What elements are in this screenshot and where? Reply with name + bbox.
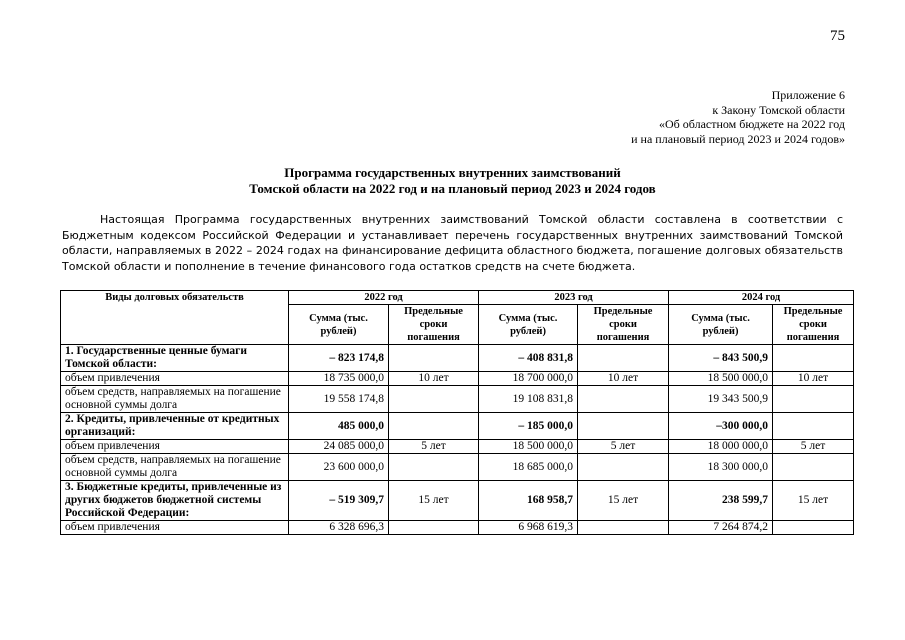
term-2024: 10 лет [773, 372, 854, 386]
row-label: объем средств, направляемых на погашение основной суммы долга [61, 454, 289, 481]
term-2023: 10 лет [578, 372, 669, 386]
value-2024: –300 000,0 [669, 413, 773, 440]
table-header-row [61, 291, 854, 305]
term-2023 [578, 521, 669, 535]
term-2022: 10 лет [389, 372, 479, 386]
row-label: объем привлечения [61, 372, 289, 386]
term-2023: 5 лет [578, 440, 669, 454]
row-label: 1. Государственные ценные бумаги Томской области: [61, 345, 289, 372]
term-2024 [773, 413, 854, 440]
term-2024: 5 лет [773, 440, 854, 454]
appendix-note [631, 88, 845, 146]
row-label: объем привлечения [61, 440, 289, 454]
term-2024 [773, 345, 854, 372]
value-2024: 18 500 000,0 [669, 372, 773, 386]
table-row [61, 521, 854, 535]
term-2022 [389, 521, 479, 535]
row-label: объем привлечения [61, 521, 289, 535]
table-row [61, 454, 854, 481]
table-row [61, 372, 854, 386]
term-2024: 15 лет [773, 481, 854, 521]
term-2023 [578, 345, 669, 372]
header-term: Предельные сроки погашения [389, 305, 479, 345]
term-2022 [389, 386, 479, 413]
value-2023: 6 968 619,3 [479, 521, 578, 535]
term-2022 [389, 345, 479, 372]
value-2023: 18 685 000,0 [479, 454, 578, 481]
value-2022: 485 000,0 [289, 413, 389, 440]
term-2022 [389, 454, 479, 481]
value-2022: – 519 309,7 [289, 481, 389, 521]
term-2023 [578, 454, 669, 481]
value-2023: 18 700 000,0 [479, 372, 578, 386]
table-row-category [61, 481, 854, 521]
value-2023: 168 958,7 [479, 481, 578, 521]
value-2022: 24 085 000,0 [289, 440, 389, 454]
header-year-2024: 2024 год [669, 291, 854, 305]
value-2022: 19 558 174,8 [289, 386, 389, 413]
table-body [61, 345, 854, 535]
term-2024 [773, 386, 854, 413]
term-2023 [578, 386, 669, 413]
value-2023: 18 500 000,0 [479, 440, 578, 454]
header-term: Предельные сроки погашения [578, 305, 669, 345]
value-2022: 18 735 000,0 [289, 372, 389, 386]
term-2023: 15 лет [578, 481, 669, 521]
table-row-category [61, 345, 854, 372]
value-2024: 19 343 500,9 [669, 386, 773, 413]
page-number: 75 [830, 28, 845, 44]
value-2022: 23 600 000,0 [289, 454, 389, 481]
value-2024: 18 000 000,0 [669, 440, 773, 454]
title-line: Программа государственных внутренних заимствований [284, 165, 621, 180]
appendix-line: к Закону Томской области [712, 102, 845, 117]
appendix-line: Приложение 6 [771, 88, 845, 102]
intro-paragraph: Настоящая Программа государственных внутренних заимствований Томской области составлена в соответствии с Бюджетным кодексом Российской Федерации и устанавливает перечень государственных внутренних заимствований Томской области, направляемых в 2022 – 2024 годах на финансирование дефицита областного бюджета, погашение долговых обязательств Томской области и пополнение в течение финансового года остатков средств на счете бюджета. [62, 213, 843, 273]
term-2023 [578, 413, 669, 440]
table-row [61, 440, 854, 454]
value-2022: 6 328 696,3 [289, 521, 389, 535]
value-2023: – 185 000,0 [479, 413, 578, 440]
value-2024: 7 264 874,2 [669, 521, 773, 535]
table-row-category [61, 413, 854, 440]
term-2022: 5 лет [389, 440, 479, 454]
value-2022: – 823 174,8 [289, 345, 389, 372]
header-year-2023: 2023 год [479, 291, 669, 305]
appendix-line: «Об областном бюджете на 2022 год [659, 117, 845, 131]
row-label: объем средств, направляемых на погашение основной суммы долга [61, 386, 289, 413]
value-2023: – 408 831,8 [479, 345, 578, 372]
term-2024 [773, 454, 854, 481]
header-sum: Сумма (тыс. рублей) [289, 305, 389, 345]
value-2024: 238 599,7 [669, 481, 773, 521]
table-row [61, 386, 854, 413]
value-2023: 19 108 831,8 [479, 386, 578, 413]
header-kinds: Виды долговых обязательств [61, 291, 289, 345]
value-2024: – 843 500,9 [669, 345, 773, 372]
term-2024 [773, 521, 854, 535]
header-year-2022: 2022 год [289, 291, 479, 305]
row-label: 2. Кредиты, привлеченные от кредитных организаций: [61, 413, 289, 440]
value-2024: 18 300 000,0 [669, 454, 773, 481]
row-label: 3. Бюджетные кредиты, привлеченные из других бюджетов бюджетной системы Российской Федерации: [61, 481, 289, 521]
header-term: Предельные сроки погашения [773, 305, 854, 345]
header-sum: Сумма (тыс. рублей) [479, 305, 578, 345]
borrowing-program-table [60, 290, 854, 535]
term-2022: 15 лет [389, 481, 479, 521]
title-line: Томской области на 2022 год и на плановый период 2023 и 2024 годов [249, 180, 656, 196]
term-2022 [389, 413, 479, 440]
document-title [0, 165, 905, 196]
appendix-line: и на плановый период 2023 и 2024 годов» [631, 131, 845, 146]
header-sum: Сумма (тыс. рублей) [669, 305, 773, 345]
